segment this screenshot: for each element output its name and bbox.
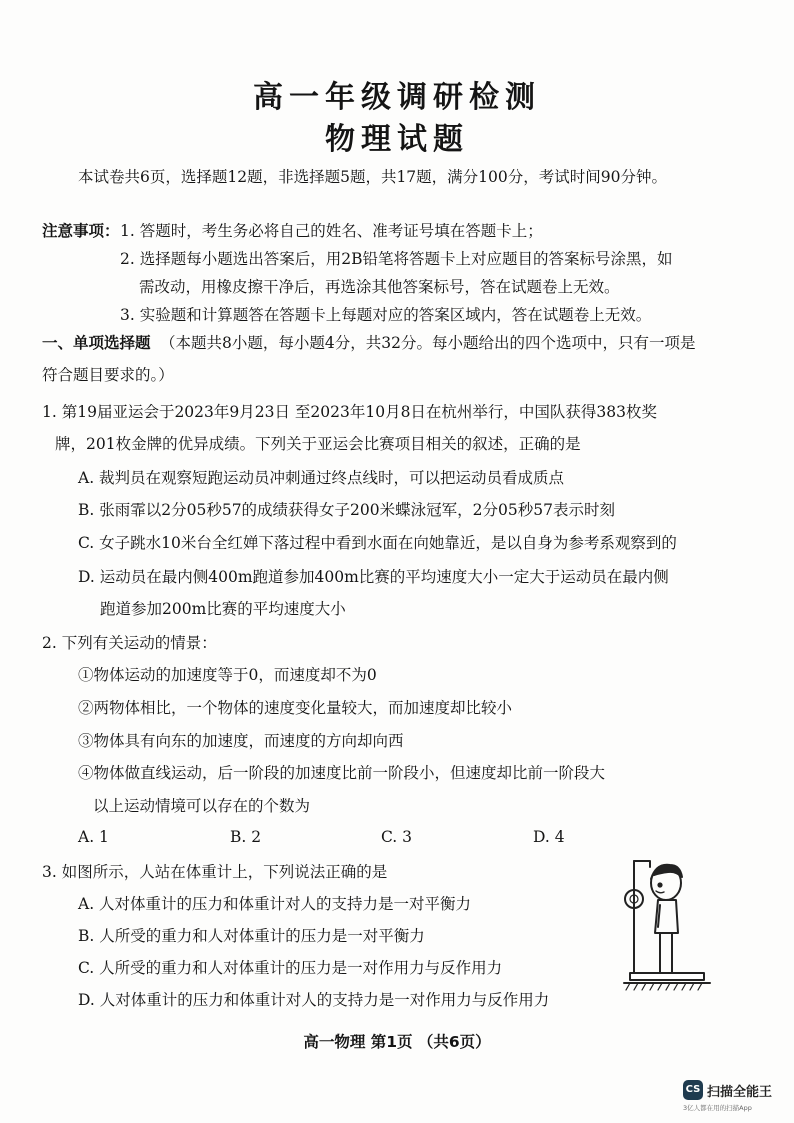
q2-option-a: A. 1 bbox=[78, 828, 109, 846]
exam-title: 高一年级调研检测 bbox=[253, 80, 541, 115]
q2-scenario-4: ④物体做直线运动，后一阶段的加速度比前一阶段小，但速度却比前一阶段大 bbox=[78, 764, 606, 782]
section-label: 一、单项选择题 bbox=[42, 334, 151, 352]
notice-item-2b: 需改动，用橡皮擦干净后，再选涂其他答案标号，答在试题卷上无效。 bbox=[139, 278, 620, 296]
q2-stem: 2. 下列有关运动的情景： bbox=[42, 634, 217, 652]
exam-intro: 本试卷共6页，选择题12题，非选择题5题，共17题，满分100分，考试时间90分钟。 bbox=[78, 168, 667, 186]
section-desc-a: （本题共8小题，每小题4分，共32分。每小题给出的四个选项中，只有一项是 bbox=[160, 334, 696, 352]
q2-option-b: B. 2 bbox=[230, 828, 262, 846]
q3-option-c: C. 人所受的重力和人对体重计的压力是一对作用力与反作用力 bbox=[78, 959, 503, 977]
q2-option-d: D. 4 bbox=[533, 828, 565, 846]
exam-subject: 物理试题 bbox=[325, 122, 469, 157]
notice-item-1: 1. 答题时，考生务必将自己的姓名、准考证号填在答题卡上； bbox=[120, 222, 543, 240]
watermark-tagline: 3亿人都在用的扫描App bbox=[683, 1104, 752, 1112]
q1-option-d-a: D. 运动员在最内侧400m跑道参加400m比赛的平均速度大小一定大于运动员在最内侧 bbox=[78, 568, 669, 586]
q1-option-d-b: 跑道参加200m比赛的平均速度大小 bbox=[100, 600, 346, 618]
q1-option-b: B. 张雨霏以2分05秒57的成绩获得女子200米蝶泳冠军，2分05秒57表示时刻 bbox=[78, 501, 615, 519]
q3-option-a: A. 人对体重计的压力和体重计对人的支持力是一对平衡力 bbox=[78, 895, 472, 913]
notice-item-2a: 2. 选择题每小题选出答案后，用2B铅笔将答题卡上对应题目的答案标号涂黑，如 bbox=[120, 250, 673, 268]
q3-option-b: B. 人所受的重力和人对体重计的压力是一对平衡力 bbox=[78, 927, 425, 945]
q1-option-c: C. 女子跳水10米台全红婵下落过程中看到水面在向她靠近，是以自身为参考系观察到的 bbox=[78, 534, 677, 552]
notice-label: 注意事项： bbox=[42, 222, 120, 240]
scanner-watermark bbox=[683, 1080, 783, 1116]
watermark-name: 扫描全能王 bbox=[707, 1085, 773, 1100]
q3-option-d: D. 人对体重计的压力和体重计对人的支持力是一对作用力与反作用力 bbox=[78, 991, 550, 1009]
q1-option-a: A. 裁判员在观察短跑运动员冲刺通过终点线时，可以把运动员看成质点 bbox=[78, 469, 565, 487]
q3-stem: 3. 如图所示，人站在体重计上，下列说法正确的是 bbox=[42, 863, 388, 881]
q2-question: 以上运动情境可以存在的个数为 bbox=[93, 797, 311, 815]
camscanner-logo-icon: CS bbox=[683, 1080, 703, 1100]
q2-scenario-2: ②两物体相比，一个物体的速度变化量较大，而加速度却比较小 bbox=[78, 699, 513, 717]
notice-item-3: 3. 实验题和计算题答在答题卡上每题对应的答案区域内，答在试题卷上无效。 bbox=[120, 306, 652, 324]
person-on-scale-illustration bbox=[620, 855, 712, 995]
q2-scenario-1: ①物体运动的加速度等于0，而速度却不为0 bbox=[78, 666, 377, 684]
page-footer: 高一物理 第1页 （共6页） bbox=[303, 1033, 491, 1051]
q1-stem-b: 牌，201枚金牌的优异成绩。下列关于亚运会比赛项目相关的叙述，正确的是 bbox=[55, 435, 581, 453]
q2-scenario-3: ③物体具有向东的加速度，而速度的方向却向西 bbox=[78, 732, 404, 750]
q2-option-c: C. 3 bbox=[381, 828, 413, 846]
q1-stem-a: 1. 第19届亚运会于2023年9月23日 至2023年10月8日在杭州举行，中国队获得383枚奖 bbox=[42, 403, 658, 421]
section-desc-b: 符合题目要求的。） bbox=[42, 366, 174, 384]
